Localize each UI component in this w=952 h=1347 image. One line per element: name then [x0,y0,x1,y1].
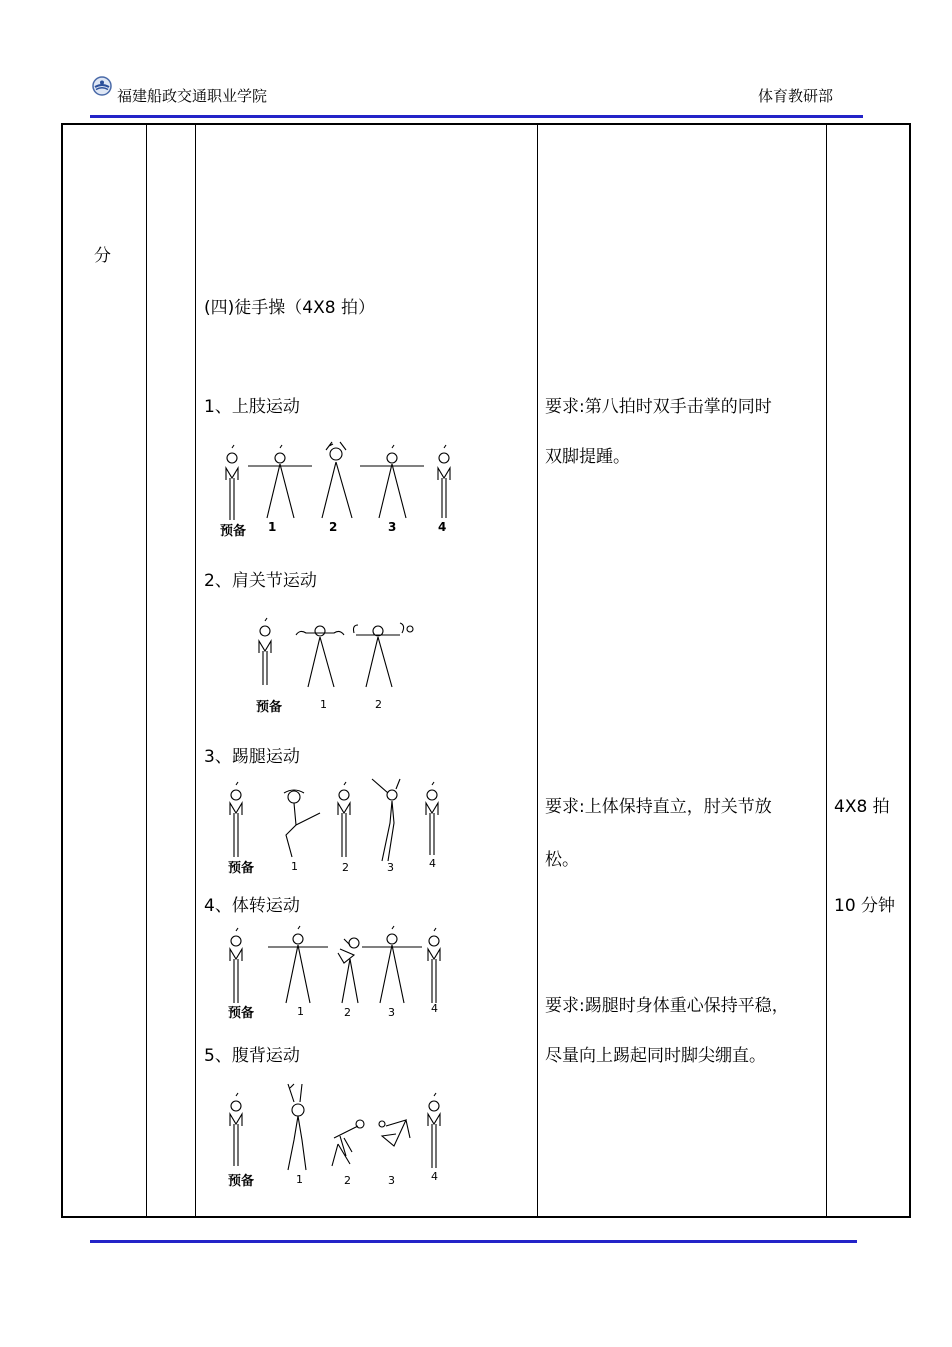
section-label: 分 [94,246,111,266]
exercise-3-label-prep: 预备 [228,861,255,876]
exercise-1-label-3: 3 [388,520,397,534]
exercise-1-label-2: 2 [329,520,338,534]
exercise-4-label-4: 4 [431,1002,438,1015]
exercise-2-label-1: 1 [320,698,327,711]
exercise-1-label-4: 4 [438,520,447,534]
column-divider [537,124,538,1217]
exercise-3-label-2: 2 [342,861,349,874]
exercise-3-label-1: 1 [291,860,298,873]
exercise-4-label-2: 2 [344,1006,351,1019]
header-divider [90,115,863,118]
exercise-1-title: 1、上肢运动 [204,397,300,417]
school-name: 福建船政交通职业学院 [117,87,268,105]
requirement-2-line-1: 要求:上体保持直立，肘关节放 [545,797,772,817]
exercise-3-figure [222,775,452,870]
exercise-reps: 4X8 拍 [834,797,890,817]
column-divider [146,124,147,1217]
exercise-1-label-1: 1 [268,520,277,534]
lesson-plan-table [61,123,911,1218]
column-divider [195,124,196,1217]
exercise-4-label-3: 3 [388,1006,395,1019]
exercise-4-label-1: 1 [297,1005,304,1018]
exercise-5-title: 5、腹背运动 [204,1046,300,1066]
exercise-3-title: 3、踢腿运动 [204,747,300,767]
exercise-duration: 10 分钟 [834,896,896,916]
exercise-2-figure [250,615,420,695]
exercise-1-label-prep: 预备 [220,524,247,539]
requirement-1-line-2: 双脚提踵。 [545,447,630,467]
exercise-2-title: 2、肩关节运动 [204,571,317,591]
exercise-2-label-prep: 预备 [256,700,283,715]
exercise-3-label-3: 3 [387,861,394,874]
exercise-5-label-3: 3 [388,1174,395,1187]
exercise-4-figure [222,925,452,1020]
school-logo-icon [92,76,112,96]
requirement-1-line-1: 要求:第八拍时双手击掌的同时 [545,397,772,417]
requirement-3-line-2: 尽量向上踢起同时脚尖绷直。 [545,1046,766,1066]
exercise-4-title: 4、体转运动 [204,896,300,916]
section-title: (四)徒手操（4X8 拍） [204,298,375,318]
exercise-2-label-2: 2 [375,698,382,711]
exercise-3-label-4: 4 [429,857,436,870]
exercise-4-label-prep: 预备 [228,1006,255,1021]
requirement-3-line-1: 要求:踢腿时身体重心保持平稳， [545,996,789,1016]
column-divider [826,124,827,1217]
exercise-5-label-prep: 预备 [228,1174,255,1189]
requirement-2-line-2: 松。 [545,850,579,870]
exercise-5-figure [222,1078,452,1173]
department-name: 体育教研部 [758,87,834,105]
exercise-5-label-4: 4 [431,1170,438,1183]
exercise-5-label-2: 2 [344,1174,351,1187]
footer-divider [90,1240,857,1243]
exercise-5-label-1: 1 [296,1173,303,1186]
